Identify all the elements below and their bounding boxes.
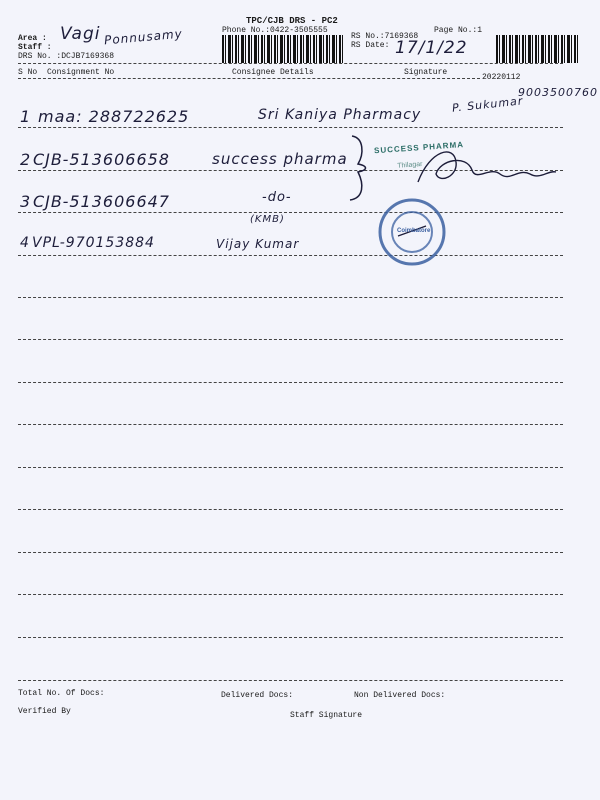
margin-phone-note: 9003500760 <box>518 86 598 99</box>
row-divider <box>18 255 563 256</box>
non-delivered-docs-label: Non Delivered Docs: <box>354 691 446 700</box>
col-signature: Signature <box>404 68 448 77</box>
row-1-number: 1 <box>20 107 32 126</box>
barcode-left <box>222 35 344 63</box>
row-1-signature-name: P. Sukumar <box>451 94 524 115</box>
header-divider-top <box>18 63 563 64</box>
row-2-consignment: CJB-513606658 <box>33 150 170 169</box>
col-sno: S No <box>18 68 38 77</box>
area-value: Vagi <box>60 24 101 44</box>
row-divider <box>18 637 563 638</box>
staff-label: Staff : <box>18 43 52 52</box>
row-4-number: 4 <box>20 235 30 251</box>
row-2-number: 2 <box>20 150 32 169</box>
row-divider <box>18 594 563 595</box>
area-label: Area : <box>18 34 47 43</box>
row-divider <box>18 467 563 468</box>
row-divider <box>18 212 563 213</box>
staff-signature-label: Staff Signature <box>290 711 363 720</box>
page-number: Page No.:1 <box>434 26 483 35</box>
verified-by-label: Verified By <box>18 707 71 716</box>
row-1-consignment: maa: 288722625 <box>38 107 190 126</box>
row-divider <box>18 509 563 510</box>
row-3-consignment: CJB-513606647 <box>33 192 170 211</box>
header-divider-bottom <box>18 78 480 79</box>
row-divider <box>18 297 563 298</box>
phone-number: Phone No.:0422-3505555 <box>222 26 328 35</box>
row-4-consignee: Vijay Kumar <box>216 237 300 251</box>
row-divider <box>18 382 563 383</box>
row-3-note: (KMB) <box>250 214 285 225</box>
rs-date-label: RS Date: <box>351 41 390 50</box>
bracket-mark <box>346 132 376 202</box>
row-1-consignee: Sri Kaniya Pharmacy <box>258 107 422 123</box>
document-title: TPC/CJB DRS - PC2 <box>246 16 338 26</box>
row-divider <box>18 424 563 425</box>
row-4-consignment: VPL-970153884 <box>32 235 155 251</box>
row-2-consignee: success pharma <box>212 150 348 168</box>
row-3-number: 3 <box>20 192 32 211</box>
row-divider <box>18 127 563 128</box>
row-divider <box>18 552 563 553</box>
stamp-place: Thilagar <box>397 160 423 170</box>
total-docs-label: Total No. Of Docs: <box>18 689 105 698</box>
rs-date-value: 17/1/22 <box>395 38 468 58</box>
rs-number: RS No.:7169368 <box>351 32 419 41</box>
barcode-right <box>496 35 578 63</box>
round-stamp-city: Coimbatore <box>397 228 431 234</box>
consignee-signature <box>410 140 560 200</box>
stamp-company: SUCCESS PHARMA <box>373 140 465 156</box>
col-consignee: Consignee Details <box>232 68 314 77</box>
row-3-consignee: -do- <box>262 190 292 205</box>
row-divider <box>18 339 563 340</box>
date-code: 20220112 <box>482 73 521 82</box>
drs-number: DRS No. :DCJB7169368 <box>18 52 115 61</box>
col-consignment: Consignment No <box>47 68 115 77</box>
staff-value: Ponnusamy <box>103 26 184 48</box>
delivered-docs-label: Delivered Docs: <box>221 691 294 700</box>
row-divider <box>18 680 563 681</box>
